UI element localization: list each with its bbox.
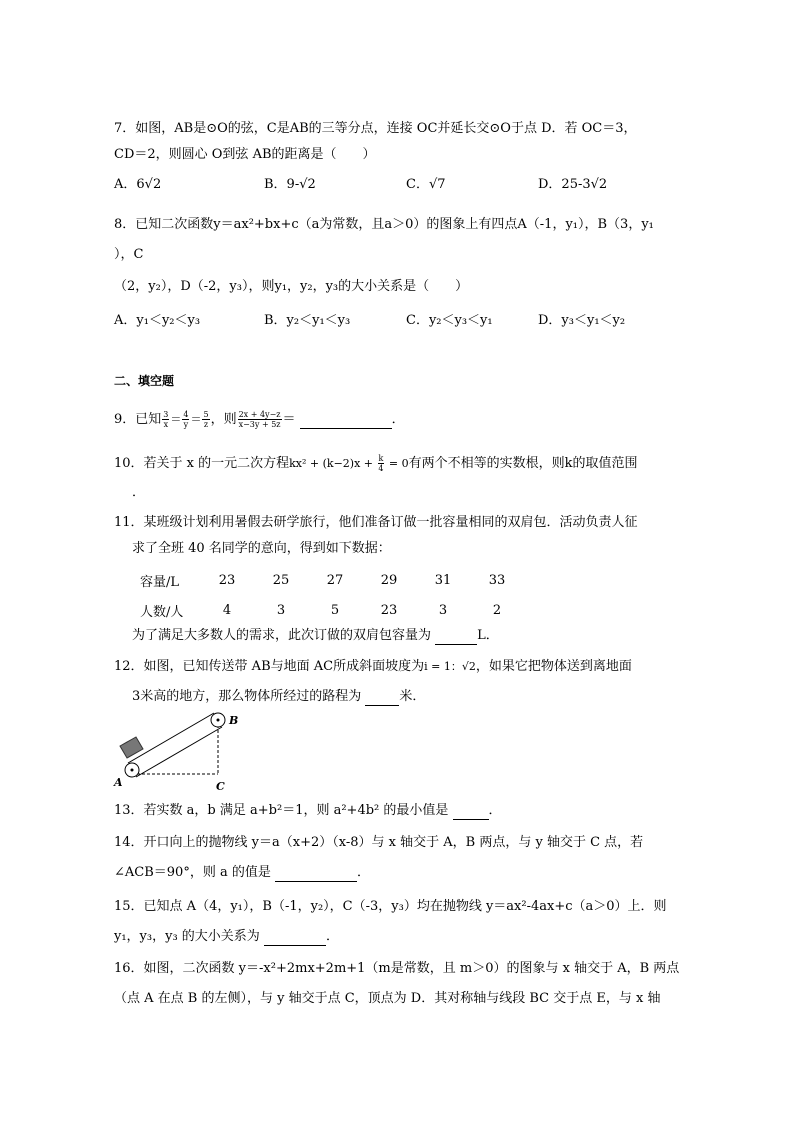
pulley-b-center <box>217 719 220 722</box>
label-a: A <box>114 776 123 789</box>
q9-f2-num: 4 <box>183 410 189 419</box>
box-object-icon <box>120 737 143 758</box>
q9-big-num: 2x + 4y−z <box>238 410 281 419</box>
q14-end: ． <box>356 865 370 880</box>
q7-line1: 7．如图，AB是⊙O的弦，C是AB的三等分点，连接 OC并延长交⊙O于点 D．若 OC＝3， <box>114 121 637 136</box>
q9-eq: ＝ <box>282 412 296 427</box>
q11-line3 <box>132 627 499 645</box>
q12-line2 <box>132 688 425 706</box>
q9-big-fraction <box>238 410 282 429</box>
pulley-a-center <box>131 769 134 772</box>
q13-end: ． <box>488 803 502 818</box>
q13-text: 13．若实数 a，b 满足 a+b²＝1，则 a²+4b² 的最小值是 <box>114 803 449 818</box>
q12-answer-blank[interactable] <box>365 691 399 706</box>
q8-option-d: D．y₃＜y₁＜y₂ <box>538 313 626 328</box>
table-cell: 23 <box>380 602 398 618</box>
q15-answer-blank[interactable] <box>264 931 326 946</box>
q9-end: ． <box>391 412 405 427</box>
q9-f1-den: x <box>163 420 169 429</box>
belt-bottom <box>136 727 222 777</box>
q14-line2-text: ∠ACB＝90°，则 a 的值是 <box>114 865 271 880</box>
belt-top <box>128 713 214 763</box>
q8-option-a: A．y₁＜y₂＜y₃ <box>114 313 201 328</box>
q10-k-den: 4 <box>378 464 384 473</box>
table-row <box>140 595 524 625</box>
q14-line1: 14．开口向上的抛物线 y＝a（x+2）（x-8）与 x 轴交于 A，B 两点，与 y 轴交于 C 点，若 <box>114 835 644 850</box>
q9-prefix: 9．已知 <box>114 412 162 427</box>
q7-option-a: A．6√2 <box>114 177 162 192</box>
q9-f2-den: y <box>183 420 189 429</box>
table-cell: 25 <box>272 572 290 588</box>
q11-answer-blank[interactable] <box>435 630 477 645</box>
q10-k-num: k <box>378 454 384 463</box>
q8-line2: ），C <box>114 247 144 262</box>
table-cell: 5 <box>330 602 340 618</box>
q9-mid: ，则 <box>210 412 237 427</box>
q12-line1-text: 12．如图，已知传送带 AB与地面 AC所成斜面坡度为 <box>114 659 425 674</box>
table-cell: 27 <box>326 572 344 588</box>
table-cell: 2 <box>492 602 502 618</box>
label-c: C <box>216 780 225 793</box>
q10-formula: kx² + (k−2)x + <box>289 457 377 470</box>
q12-slope-ratio: i = 1：√2 <box>424 660 476 673</box>
q9-answer-blank[interactable] <box>300 414 392 429</box>
table-cell: 33 <box>488 572 506 588</box>
table-cell: 23 <box>218 572 236 588</box>
q7-option-b: B．9-√2 <box>264 177 316 192</box>
q9-f3-den: z <box>203 420 209 429</box>
q11-line1: 11．某班级计划利用暑假去研学旅行，他们准备订做一批容量相同的双肩包．活动负责人征 <box>114 515 638 530</box>
q9-f3-num: 5 <box>203 410 209 419</box>
q9-big-den: x−3y + 5z <box>238 420 281 429</box>
q7-option-c: C．√7 <box>406 177 446 192</box>
q15-end: ． <box>325 929 339 944</box>
q11-data-table <box>140 565 524 625</box>
q11-line3-text: 为了满足大多数人的需求，此次订做的双肩包容量为 <box>132 628 432 643</box>
q9-fraction-1 <box>162 410 169 429</box>
q13-answer-blank[interactable] <box>453 805 489 820</box>
table-cell: 29 <box>380 572 398 588</box>
q15-line1: 15．已知点 A（4，y₁），B（-1，y₂），C（-3，y₃）均在抛物线 y＝ax²-4ax+c（a＞0）上．则 <box>114 899 667 914</box>
q14-answer-blank[interactable] <box>275 867 357 882</box>
q16-line2: （点 A 在点 B 的左侧），与 y 轴交于点 C，顶点为 D．其对称轴与线段 BC 交于点 E，与 x 轴 <box>114 991 661 1006</box>
q9-fraction-2 <box>182 410 189 429</box>
q13-line <box>114 802 502 820</box>
q15-line2-text: y₁，y₃，y₃ 的大小关系为 <box>114 929 260 944</box>
q8-line3: （2，y₂），D（-2，y₃），则y₁，y₂，y₃的大小关系是（ ） <box>114 279 469 294</box>
q9-line: 9．已知 $\frac{3}{x}$ ＝ $\frac{4}{y}$ ＝ $\frac{5}{z}$ ，则 $\frac{2x + 4y-z}{x-3y + 5z}$ ＝ ． <box>114 410 405 429</box>
table-cell: 3 <box>438 602 448 618</box>
q14-line2 <box>114 864 370 882</box>
q7-option-d: D．25-3√2 <box>538 177 608 192</box>
q10-fraction <box>378 454 385 473</box>
q10-line2: ． <box>132 485 146 500</box>
table-cell: 3 <box>276 602 286 618</box>
row-label-count: 人数/人 <box>140 604 184 620</box>
q12-line1 <box>114 658 632 676</box>
q10-prefix: 10．若关于 x 的一元二次方程 <box>114 456 290 471</box>
q11-line3-end: L． <box>477 628 499 643</box>
q10-suffix: 有两个不相等的实数根，则k的取值范围 <box>408 456 638 471</box>
section-heading: 二、填空题 <box>114 374 175 388</box>
q16-line1: 16．如图，二次函数 y＝-x²+2mx+2m+1（m是常数，且 m＞0）的图象与 x 轴交于 A，B 两点 <box>114 961 680 976</box>
table-row <box>140 565 524 595</box>
q7-line2: CD＝2，则圆心 O到弦 AB的距离是（ ） <box>114 147 376 162</box>
table-cell: 31 <box>434 572 452 588</box>
q12-line2-end: 米． <box>399 689 426 704</box>
q8-line1: 8．已知二次函数y＝ax²+bx+c（a为常数，且a＞0）的图象上有四点A（-1，y₁），B（3，y₁ <box>114 217 654 232</box>
label-b: B <box>229 714 239 727</box>
q11-line2: 求了全班 40 名同学的意向，得到如下数据： <box>132 541 391 556</box>
q12-line1-end: ，如果它把物体送到离地面 <box>475 659 632 674</box>
conveyor-diagram <box>110 708 250 794</box>
q9-fraction-3 <box>202 410 209 429</box>
q9-f1-num: 3 <box>163 410 169 419</box>
q10-line1 <box>114 454 637 473</box>
row-label-capacity: 容量/L <box>140 574 180 590</box>
table-cell: 4 <box>222 602 232 618</box>
q8-option-c: C．y₂＜y₃＜y₁ <box>406 313 493 328</box>
q15-line2 <box>114 928 339 946</box>
q10-zero: = 0 <box>385 457 409 470</box>
q12-line2-text: 3米高的地方，那么物体所经过的路程为 <box>132 689 362 704</box>
q8-option-b: B．y₂＜y₁＜y₃ <box>264 313 351 328</box>
